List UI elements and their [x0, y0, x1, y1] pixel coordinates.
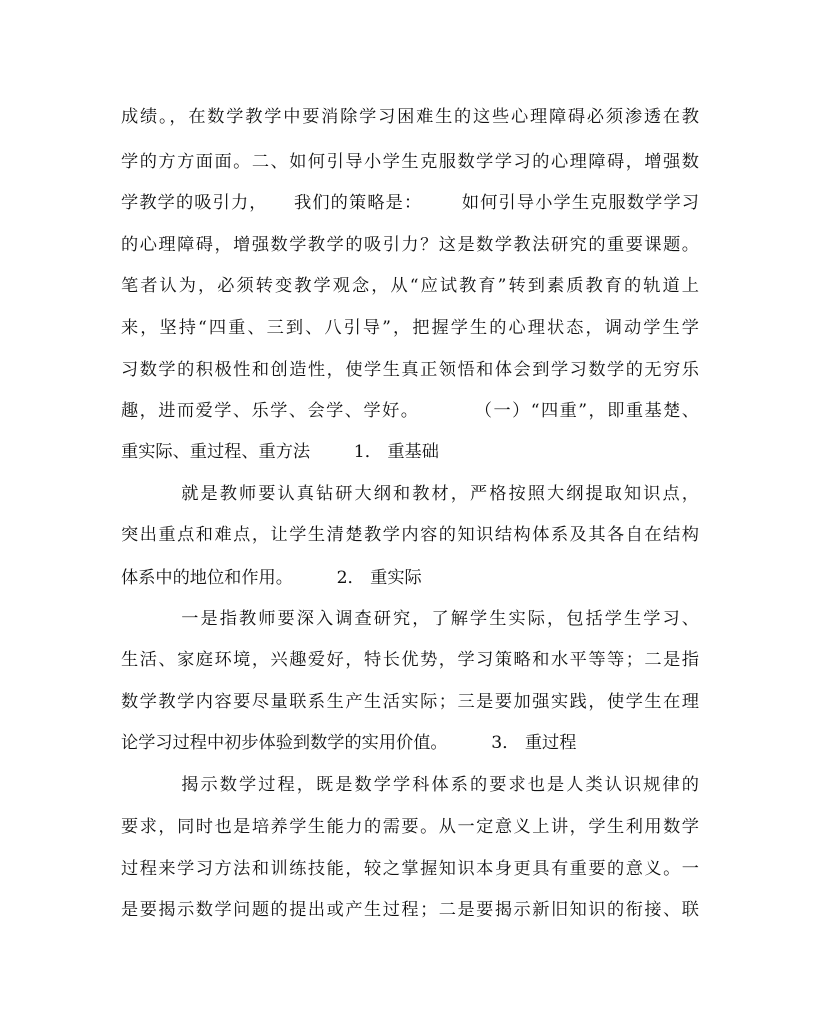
text-line: 就是教师要认真钻研大纲和教材，严格按照大纲提取知识点， [121, 484, 699, 504]
text-line: 趣，进而爱学、乐学、会学、学好。 （一）“四重”，即重基楚、 [121, 401, 699, 421]
text-line: 要求，同时也是培养学生能力的需要。从一定意义上讲，学生利用数学 [121, 817, 699, 837]
text-line: 重实际、重过程、重方法 1． 重基础 [121, 442, 439, 462]
text-line: 的心理障碍，增强数学教学的吸引力？这是数学教法研究的重要课题。 [121, 235, 699, 255]
text-line: 习数学的积极性和创造性，使学生真正领悟和体会到学习数学的无穷乐 [121, 360, 699, 380]
text-line: 生活、家庭环境，兴趣爱好，特长优势，学习策略和水平等等；二是指 [121, 650, 699, 670]
text-line: 揭示数学过程，既是数学学科体系的要求也是人类认识规律的 [121, 775, 699, 795]
text-line: 成绩。，在数学教学中要消除学习困难生的这些心理障碍必须渗透在教 [121, 107, 699, 127]
text-line: 论学习过程中初步体验到数学的实用价值。 3． 重过程 [121, 733, 577, 753]
text-line: 笔者认为，必须转变教学观念，从“应试教育”转到素质教育的轨道上 [121, 276, 699, 296]
text-line: 学的方方面面。二、如何引导小学生克服数学学习的心理障碍，增强数 [121, 152, 699, 172]
text-line: 一是指教师要深入调查研究，了解学生实际，包括学生学习、 [121, 609, 699, 629]
text-line: 突出重点和难点，让学生清楚教学内容的知识结构体系及其各自在结构 [121, 525, 699, 545]
text-line: 是要揭示数学问题的提出或产生过程；二是要揭示新旧知识的衔接、联 [121, 900, 699, 920]
text-line: 体系中的地位和作用。 2． 重实际 [121, 568, 422, 588]
text-line: 过程来学习方法和训练技能，较之掌握知识本身更具有重要的意义。一 [121, 859, 699, 879]
text-line: 数学教学内容要尽量联系生产生活实际；三是要加强实践，使学生在理 [121, 692, 699, 712]
text-line: 学教学的吸引力， 我们的策略是： 如何引导小学生克服数学学习 [121, 193, 699, 213]
text-line: 来，坚持“四重、三到、八引导”，把握学生的心理状态，调动学生学 [121, 318, 699, 338]
